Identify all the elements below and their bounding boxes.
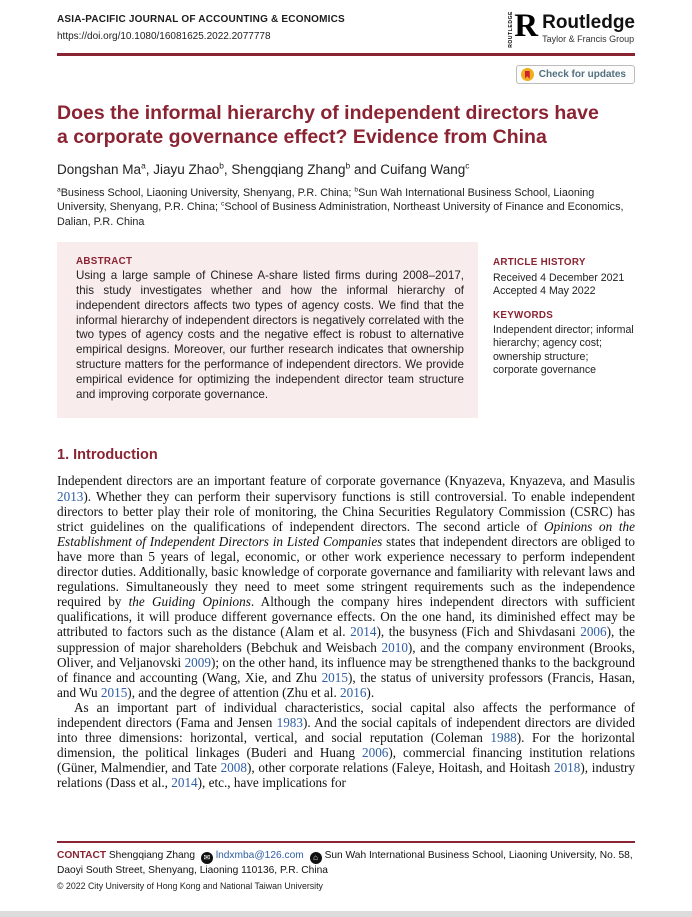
envelope-icon: ✉ [201, 852, 213, 864]
text-segment: Independent directors are an important feature of corporate governance (Knyazeva, Knyazeva, and Masulis [57, 473, 635, 489]
text-segment: CONTACT [57, 849, 107, 861]
citation-link[interactable]: 2010 [381, 639, 408, 655]
article-history-heading: ARTICLE HISTORY [493, 257, 586, 269]
citation-link[interactable]: 1983 [276, 714, 303, 730]
contact-email-link[interactable]: lndxmba@126.com [215, 849, 304, 861]
text-segment: ), the suppression of major shareholders (Bebchuk and Weisbach [57, 624, 635, 655]
text-segment: Sun Wah International Business School, Liaoning University, Shenyang, P.R. China; [57, 186, 595, 214]
text-segment: ). Whether they can perform their supervisory functions is still controversial. To enable independent directors to better play their role of monitoring, the China Securities Regulatory Commission (CSRC) has strict guidelines on the qualifications of independent directors. The second article of [57, 488, 635, 534]
text-segment: ), etc., have implications for [197, 775, 346, 791]
journal-header-block [57, 13, 345, 44]
text-segment: Sun Wah International Business School, Liaoning University, No. 58, Daoyi South Street, Shenyang, Liaoning 110136, P.R. China [57, 849, 633, 876]
text-segment [304, 850, 307, 861]
text-segment: c [465, 160, 470, 171]
text-segment: Shengqiang Zhang [106, 849, 198, 861]
journal-name: ASIA-PACIFIC JOURNAL OF ACCOUNTING & ECONOMICS [57, 14, 345, 25]
text-segment: a [57, 186, 61, 194]
copyright-line: © 2022 City University of Hong Kong and National Taiwan University [57, 881, 323, 891]
footer-divider [57, 841, 635, 843]
text-segment: ), industry relations (Dass et al., [57, 760, 636, 791]
routledge-logo-text [542, 11, 635, 44]
text-segment: and Cuifang Wang [350, 161, 466, 177]
introduction-section-body [57, 473, 635, 790]
contact-line [57, 849, 635, 877]
text-segment: As an important part of individual characteristics, social capital also affects the performance of independent directors (Fama and Jensen [57, 699, 635, 730]
authors-line [57, 162, 635, 177]
routledge-logo [508, 8, 635, 48]
citation-link[interactable]: 2015 [100, 684, 128, 700]
text-segment: Dongshan Ma [57, 161, 142, 177]
header-divider [57, 53, 635, 56]
text-segment: ), commercial financing institution relations (Güner, Malmendier, and Tate [57, 745, 635, 776]
crossmark-icon [521, 68, 534, 81]
keywords-heading: KEYWORDS [493, 309, 554, 321]
article-body [57, 447, 635, 790]
routledge-vertical-text: ROUTLEDGE [508, 11, 515, 48]
check-for-updates-button[interactable] [516, 65, 635, 84]
publisher-tagline: Taylor & Francis Group [542, 34, 635, 44]
citation-link[interactable]: 2009 [184, 654, 211, 670]
text-segment: b [345, 160, 351, 171]
article-title-line2: a corporate governance effect? Evidence from China [57, 125, 547, 148]
received-date: Received 4 December 2021 [493, 271, 625, 284]
text-segment: a [141, 160, 146, 171]
citation-link[interactable]: 2006 [362, 745, 389, 761]
text-segment: Business School, Liaoning University, Shenyang, P.R. China; [60, 186, 355, 199]
text-segment: states that independent directors are obliged to have more than 5 years of legal, economic, or other work experience necessary to perform independent director duties. Additionally, basic knowledge of corporate governance and familiarity with relevant laws and regulations. Simultaneously they need to meet some stringent requirements such as the independence required by [57, 533, 635, 610]
citation-link[interactable]: 2013 [57, 488, 84, 504]
page-bottom-edge [0, 911, 692, 917]
citation-link[interactable]: 2006 [580, 624, 607, 640]
paragraph [57, 700, 635, 791]
text-segment: School of Business Administration, Northeast University of Finance and Economics, Dalian, P.R. China [57, 201, 624, 228]
doi-link[interactable]: https://doi.org/10.1080/16081625.2022.2077778 [57, 31, 271, 42]
badge-row [57, 65, 635, 85]
text-segment: ), and the company environment (Brooks, Oliver, and Veljanovski [57, 639, 635, 670]
text-segment: ), the busyness (Fich and Shivdasani [376, 624, 581, 640]
citation-link[interactable]: 2014 [171, 775, 198, 791]
accepted-date: Accepted 4 May 2022 [493, 284, 596, 297]
text-segment: Opinions on the Establishment of Independent Directors in Listed Companies [57, 518, 635, 549]
citation-link[interactable]: 1988 [490, 730, 517, 746]
routledge-r-icon: R [514, 8, 539, 44]
paragraph [57, 473, 635, 699]
publisher-name: Routledge [542, 12, 635, 33]
keywords-text: Independent director; informal hierarchy; agency cost; ownership structure; corporate governance [493, 324, 634, 376]
abstract-heading: ABSTRACT [76, 256, 133, 268]
text-segment: , Shengqiang Zhang [223, 161, 346, 177]
article-title-line1: Does the informal hierarchy of independent directors have [57, 101, 599, 124]
citation-link[interactable]: 2018 [553, 760, 581, 776]
article-title [57, 101, 635, 149]
affiliations [57, 186, 635, 230]
text-segment: b [219, 160, 224, 171]
routledge-logo-mark [508, 8, 539, 48]
section-heading-introduction: 1. Introduction [57, 447, 158, 464]
text-segment: . Although the company hires independent directors with sufficient qualifications, it will produce different governance effects. On the one hand, its diminished effect may be attributed to factors such as the distance (Alam et al. [57, 594, 635, 640]
citation-link[interactable]: 2016 [340, 684, 367, 700]
text-segment: the Guiding Opinions [128, 594, 251, 610]
article-meta-column [493, 242, 635, 418]
text-segment: ). And the social capitals of independent directors are divided into three dimensions: horizontal, vertical, and social reputation (Coleman [57, 714, 636, 746]
text-segment: b [354, 186, 359, 194]
text-segment: ). For the horizontal dimension, the political linkages (Buderi and Huang [57, 730, 635, 761]
abstract-box [57, 242, 478, 418]
page-footer [57, 841, 635, 891]
citation-link[interactable]: 2014 [350, 624, 377, 640]
abstract-text: Using a large sample of Chinese A-share listed firms during 2008–2017, this study investigates whether and how the informal hierarchy of independent directors affects two types of agency costs. We find that the informal hierarchy of independent directors is negatively correlated with the two types of agency costs and the negative effect is robust to alternative empirical designs. Moreover, our further research indicates that ownership structure matters for the performance of independent directors. We provide empirical evidence for optimizing the independent director team structure and improving corporate governance. [76, 269, 464, 401]
check-updates-label: Check for updates [538, 68, 626, 80]
text-segment: , Jiayu Zhao [145, 161, 220, 177]
citation-link[interactable]: 2008 [220, 760, 247, 776]
citation-link[interactable]: 2015 [321, 669, 348, 685]
page-header [57, 0, 635, 48]
address-icon: ⌂ [310, 852, 322, 864]
text-segment: ), other corporate relations (Faleye, Hoitash, and Hoitash [246, 760, 554, 776]
text-segment: c [221, 200, 225, 208]
text-segment: ), and the degree of attention (Zhu et al. [127, 684, 341, 700]
abstract-section [57, 242, 635, 418]
text-segment: ), the status of university professors (Francis, Hasan, and Wu [57, 669, 635, 700]
text-segment: ); on the other hand, its influence may be strengthened thanks to the background of finance and accounting (Wang, Xie, and Zhu [57, 654, 635, 685]
text-segment: ). [366, 684, 375, 700]
